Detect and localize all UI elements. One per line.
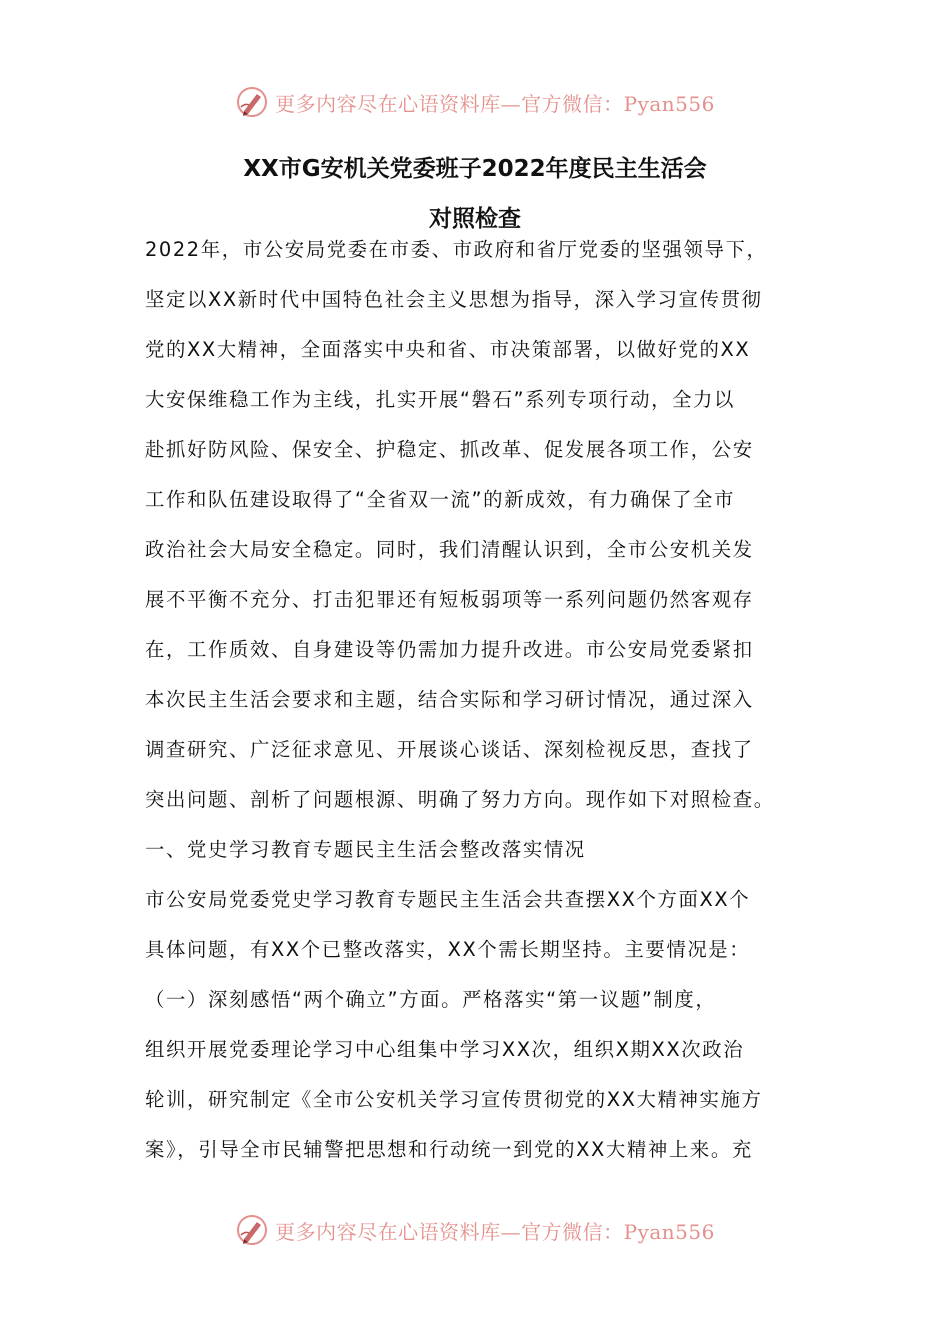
watermark-text: 更多内容尽在心语资料库—官方微信：Pyan556 (275, 91, 715, 116)
body-line: 突出问题、剖析了问题根源、明确了努力方向。现作如下对照检查。 (145, 788, 775, 811)
body-line: 党的XX大精神，全面落实中央和省、市决策部署，以做好党的XX (145, 338, 751, 361)
watermark-text: 更多内容尽在心语资料库—官方微信：Pyan556 (275, 1219, 715, 1244)
body-line: 具体问题，有XX个已整改落实，XX个需长期坚持。主要情况是： (145, 938, 751, 961)
pen-logo-icon (235, 85, 269, 119)
footer-watermark-banner (0, 1210, 950, 1250)
section-heading: 一、党史学习教育专题民主生活会整改落实情况 (145, 838, 586, 861)
header-watermark-banner (0, 82, 950, 122)
body-line: 本次民主生活会要求和主题，结合实际和学习研讨情况，通过深入 (145, 688, 754, 711)
body-line: 轮训，研究制定《全市公安机关学习宣传贯彻党的XX大精神实施方 (145, 1088, 763, 1111)
body-line: 案》，引导全市民辅警把思想和行动统一到党的XX大精神上来。充 (145, 1138, 753, 1161)
pen-logo-icon (235, 1213, 269, 1247)
body-line: 大安保维稳工作为主线，扎实开展“磐石”系列专项行动，全力以 (145, 388, 736, 411)
body-line: 市公安局党委党史学习教育专题民主生活会共查摆XX个方面XX个 (145, 888, 751, 911)
body-line: 调查研究、广泛征求意见、开展谈心谈话、深刻检视反思，查找了 (145, 738, 754, 761)
body-line: （一）深刻感悟“两个确立”方面。严格落实“第一议题”制度， (145, 988, 717, 1011)
body-line: 工作和队伍建设取得了“全省双一流”的新成效，有力确保了全市 (145, 488, 736, 511)
document-subtitle: 对照检查 (429, 206, 521, 232)
document-title: XX市G安机关党委班子2022年度民主生活会 (243, 156, 707, 182)
body-line: 2022年，市公安局党委在市委、市政府和省厅党委的坚强领导下， (145, 238, 768, 261)
body-line: 政治社会大局安全稳定。同时，我们清醒认识到，全市公安机关发 (145, 538, 754, 561)
document-body (145, 225, 810, 1175)
body-line: 展不平衡不充分、打击犯罪还有短板弱项等一系列问题仍然客观存 (145, 588, 754, 611)
body-line: 在，工作质效、自身建设等仍需加力提升改进。市公安局党委紧扣 (145, 638, 754, 661)
body-line: 赴抓好防风险、保安全、护稳定、抓改革、促发展各项工作，公安 (145, 438, 754, 461)
body-line: 坚定以XX新时代中国特色社会主义思想为指导，深入学习宣传贯彻 (145, 288, 763, 311)
body-line: 组织开展党委理论学习中心组集中学习XX次，组织X期XX次政治 (145, 1038, 745, 1061)
